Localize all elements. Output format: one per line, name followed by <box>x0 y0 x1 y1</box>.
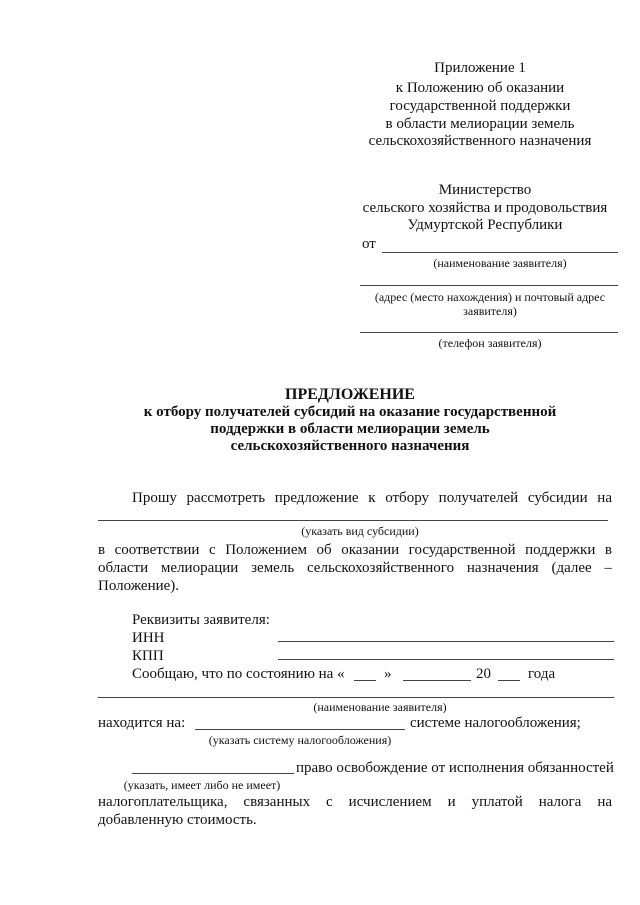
report-year-field[interactable] <box>498 680 520 681</box>
report-day-field[interactable] <box>354 680 376 681</box>
applicant-name-field-caption: (наименование заявителя) <box>313 700 447 714</box>
vat-right-caption: (указать, имеет либо не имеет) <box>123 778 281 792</box>
applicant-address-caption-1: (адрес (место нахождения) и почтовый адрес <box>374 290 606 304</box>
taxpayer-line-1: налогоплательщика, связанных с исчислением и уплатой налога на <box>98 794 612 810</box>
appendix-line-2: к Положению об оказании <box>395 80 565 96</box>
report-month-field[interactable] <box>403 680 471 681</box>
tax-system-caption: (указать систему налогообложения) <box>208 733 392 747</box>
applicant-address-caption-2: заявителя) <box>463 304 517 318</box>
appendix-line-1: Приложение 1 <box>434 60 526 76</box>
report-quote-close: » <box>384 666 392 682</box>
addressee-line-2: сельского хозяйства и продовольствия <box>362 200 608 216</box>
applicant-phone-line[interactable] <box>360 332 618 333</box>
appendix-line-3: государственной поддержки <box>389 98 571 114</box>
tax-system-field[interactable] <box>195 729 405 730</box>
taxpayer-line-2: добавленную стоимость. <box>98 812 257 828</box>
subsidy-type-caption: (указать вид субсидии) <box>301 524 419 538</box>
requisites-title: Реквизиты заявителя: <box>132 612 270 628</box>
addressee-line-1: Министерство <box>438 182 532 198</box>
from-label: от <box>362 236 376 252</box>
subsidy-type-line[interactable] <box>98 520 608 521</box>
tax-system-text: системе налогообложения; <box>410 715 581 731</box>
report-year-prefix: 20 <box>476 666 491 682</box>
appendix-line-5: сельскохозяйственного назначения <box>368 133 592 149</box>
applicant-name-field[interactable] <box>98 697 614 698</box>
regulation-line-1: в соответствии с Положением об оказании государственной поддержки в <box>98 542 612 558</box>
kpp-label: КПП <box>132 648 164 664</box>
applicant-address-line[interactable] <box>360 285 618 286</box>
report-year-suffix: года <box>528 666 556 682</box>
appendix-line-4: в области мелиорации земель <box>385 116 575 132</box>
applicant-name-caption: (наименование заявителя) <box>433 256 567 270</box>
inn-label: ИНН <box>132 630 165 646</box>
addressee-line-3: Удмуртской Республики <box>407 217 563 233</box>
report-date-text: Сообщаю, что по состоянию на « <box>132 666 345 682</box>
vat-right-field[interactable] <box>132 773 294 774</box>
document-subtitle-line-3: сельскохозяйственного назначения <box>230 438 470 454</box>
applicant-phone-caption: (телефон заявителя) <box>438 336 542 350</box>
inn-field[interactable] <box>278 641 614 642</box>
located-label: находится на: <box>98 715 186 731</box>
kpp-field[interactable] <box>278 659 614 660</box>
vat-right-text: право освобождение от исполнения обязанностей <box>296 760 614 776</box>
regulation-line-2: области мелиорации земель сельскохозяйственного назначения (далее – <box>98 560 612 576</box>
document-subtitle-line-2: поддержки в области мелиорации земель <box>210 421 490 437</box>
applicant-name-line[interactable] <box>382 252 618 253</box>
document-subtitle-line-1: к отбору получателей субсидий на оказание государственной <box>143 404 557 420</box>
document-title: ПРЕДЛОЖЕНИЕ <box>285 386 415 403</box>
request-paragraph: Прошу рассмотреть предложение к отбору получателей субсидии на <box>132 490 612 506</box>
regulation-line-3: Положение). <box>98 578 180 594</box>
